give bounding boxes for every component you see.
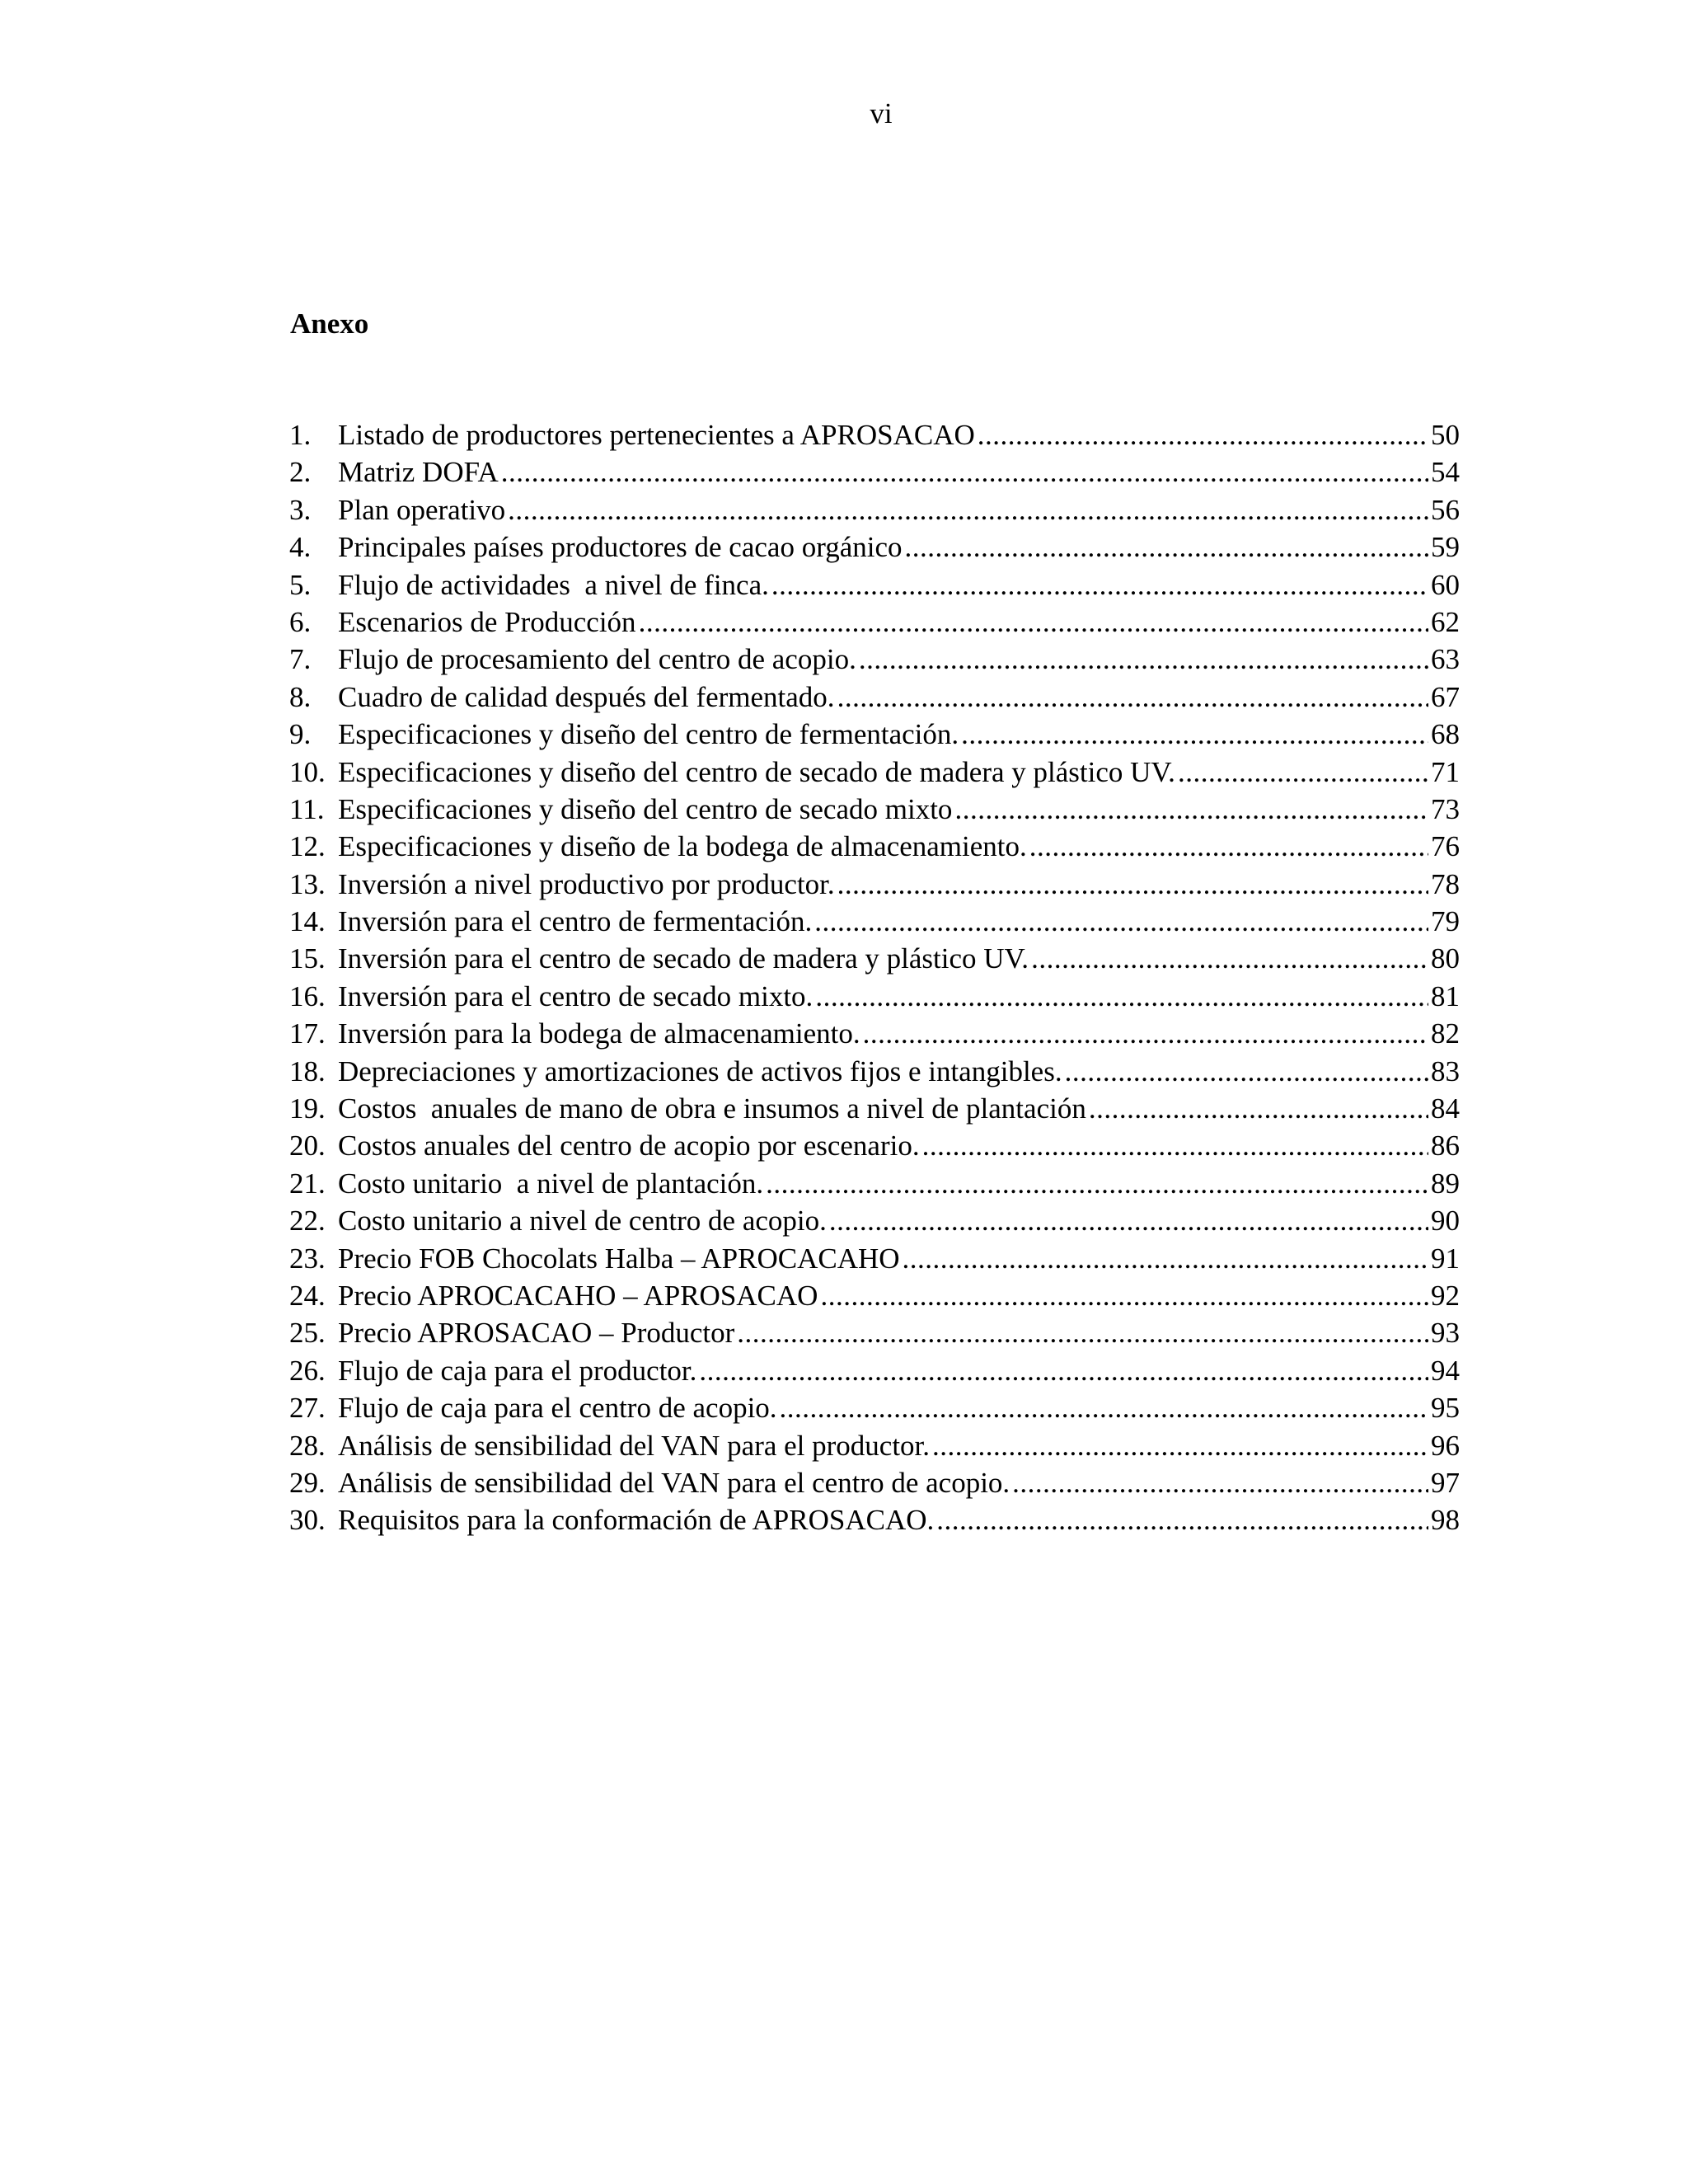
entry-title: Especificaciones y diseño del centro de fermentación.	[338, 718, 959, 751]
entry-title: Precio APROCACAHO – APROSACAO	[338, 1279, 818, 1312]
dot-leader	[829, 1202, 1428, 1239]
dot-leader	[903, 1240, 1428, 1277]
entry-title: Especificaciones y diseño del centro de secado de madera y plástico UV.	[338, 755, 1175, 788]
dot-leader	[814, 903, 1428, 940]
entry-title: Precio APROSACAO – Productor	[338, 1317, 735, 1350]
entry-title: Cuadro de calidad después del fermentado.	[338, 680, 835, 713]
annex-entry	[289, 528, 1460, 566]
dot-leader	[837, 866, 1428, 903]
dot-leader	[1029, 828, 1428, 865]
dot-leader	[905, 528, 1428, 566]
dot-leader	[837, 679, 1428, 716]
annex-entry	[289, 1202, 1460, 1239]
entry-number: 26.	[289, 1354, 326, 1387]
section-heading: Anexo	[290, 308, 369, 340]
entry-page-number: 81	[1431, 979, 1460, 1012]
dot-leader	[815, 978, 1428, 1015]
dot-leader	[1012, 1464, 1428, 1501]
entry-number: 11.	[289, 792, 325, 825]
dot-leader	[737, 1314, 1428, 1351]
annex-entry	[289, 866, 1460, 903]
entry-page-number: 63	[1431, 643, 1460, 676]
entry-title: Flujo de caja para el productor.	[338, 1354, 697, 1387]
annex-entry	[289, 491, 1460, 528]
entry-number: 9.	[289, 718, 312, 751]
dot-leader	[820, 1277, 1428, 1314]
entry-number: 19.	[289, 1092, 326, 1125]
dot-leader	[766, 1165, 1428, 1202]
annex-entry	[289, 1427, 1460, 1464]
annex-entry	[289, 1165, 1460, 1202]
entry-number: 8.	[289, 680, 312, 713]
entry-page-number: 96	[1431, 1429, 1460, 1462]
annex-entry	[289, 1015, 1460, 1052]
entry-page-number: 76	[1431, 830, 1460, 863]
entry-number: 15.	[289, 942, 326, 975]
entry-page-number: 82	[1431, 1017, 1460, 1050]
entry-page-number: 86	[1431, 1130, 1460, 1162]
annex-entry	[289, 978, 1460, 1015]
entry-title: Especificaciones y diseño de la bodega de almacenamiento.	[338, 830, 1027, 863]
annex-entry	[289, 641, 1460, 678]
dot-leader	[863, 1015, 1428, 1052]
entry-page-number: 62	[1431, 605, 1460, 638]
entry-number: 30.	[289, 1504, 326, 1537]
entry-title: Especificaciones y diseño del centro de secado mixto	[338, 792, 953, 825]
entry-title: Flujo de procesamiento del centro de acopio.	[338, 643, 856, 676]
entry-number: 24.	[289, 1279, 326, 1312]
dot-leader	[639, 604, 1428, 641]
entry-page-number: 83	[1431, 1054, 1460, 1087]
entry-title: Costo unitario a nivel de centro de acopio.	[338, 1205, 827, 1238]
entry-title: Costo unitario a nivel de plantación.	[338, 1167, 764, 1200]
dot-leader	[936, 1501, 1428, 1538]
annex-entry	[289, 1389, 1460, 1426]
entry-title: Depreciaciones y amortizaciones de activos fijos e intangibles.	[338, 1054, 1062, 1087]
dot-leader	[501, 453, 1428, 491]
entry-page-number: 79	[1431, 905, 1460, 938]
annex-entry	[289, 940, 1460, 977]
entry-page-number: 92	[1431, 1279, 1460, 1312]
entry-title: Análisis de sensibilidad del VAN para el centro de acopio.	[338, 1466, 1010, 1499]
dot-leader	[771, 566, 1428, 604]
annex-entry	[289, 716, 1460, 753]
entry-number: 6.	[289, 605, 312, 638]
entry-page-number: 78	[1431, 867, 1460, 900]
entry-number: 29.	[289, 1466, 326, 1499]
entry-number: 27.	[289, 1392, 326, 1425]
entry-title: Inversión para el centro de fermentación.	[338, 905, 813, 938]
annex-entry	[289, 791, 1460, 828]
annex-entry	[289, 1314, 1460, 1351]
entry-title: Inversión a nivel productivo por productor.	[338, 867, 835, 900]
entry-number: 3.	[289, 493, 312, 526]
annex-entry	[289, 1501, 1460, 1538]
entry-title: Flujo de caja para el centro de acopio.	[338, 1392, 777, 1425]
entry-page-number: 93	[1431, 1317, 1460, 1350]
entry-number: 25.	[289, 1317, 326, 1350]
entry-page-number: 89	[1431, 1167, 1460, 1200]
annex-entry	[289, 828, 1460, 865]
annex-entry	[289, 416, 1460, 453]
entry-title: Matriz DOFA	[338, 456, 499, 489]
dot-leader	[932, 1427, 1428, 1464]
annex-entry	[289, 1240, 1460, 1277]
entry-number: 20.	[289, 1130, 326, 1162]
annex-entry	[289, 754, 1460, 791]
annex-entry	[289, 1127, 1460, 1164]
entry-page-number: 91	[1431, 1242, 1460, 1275]
entry-page-number: 68	[1431, 718, 1460, 751]
entry-number: 14.	[289, 905, 326, 938]
entry-page-number: 59	[1431, 531, 1460, 564]
entry-page-number: 84	[1431, 1092, 1460, 1125]
entry-page-number: 56	[1431, 493, 1460, 526]
entry-number: 5.	[289, 568, 312, 601]
entry-number: 1.	[289, 419, 312, 451]
page-number: vi	[870, 97, 893, 129]
entry-page-number: 71	[1431, 755, 1460, 788]
entry-title: Análisis de sensibilidad del VAN para el productor.	[338, 1429, 931, 1462]
entry-number: 23.	[289, 1242, 326, 1275]
entry-title: Costos anuales de mano de obra e insumos a nivel de plantación	[338, 1092, 1086, 1125]
dot-leader	[961, 716, 1428, 753]
entry-number: 12.	[289, 830, 326, 863]
dot-leader	[954, 791, 1428, 828]
entry-page-number: 95	[1431, 1392, 1460, 1425]
entry-title: Inversión para el centro de secado de madera y plástico UV.	[338, 942, 1029, 975]
entry-title: Plan operativo	[338, 493, 506, 526]
entry-page-number: 54	[1431, 456, 1460, 489]
dot-leader	[922, 1127, 1428, 1164]
entry-title: Inversión para el centro de secado mixto.	[338, 979, 814, 1012]
entry-number: 21.	[289, 1167, 326, 1200]
annex-entry	[289, 604, 1460, 641]
entry-number: 28.	[289, 1429, 326, 1462]
entry-number: 18.	[289, 1054, 326, 1087]
dot-leader	[1089, 1090, 1428, 1127]
entry-title: Principales países productores de cacao orgánico	[338, 531, 903, 564]
annex-entry	[289, 679, 1460, 716]
annex-entry	[289, 1090, 1460, 1127]
dot-leader	[859, 641, 1428, 678]
entry-number: 2.	[289, 456, 312, 489]
annex-entry	[289, 1464, 1460, 1501]
annex-entry	[289, 566, 1460, 604]
entry-title: Precio FOB Chocolats Halba – APROCACAHO	[338, 1242, 900, 1275]
entry-page-number: 80	[1431, 942, 1460, 975]
entry-page-number: 50	[1431, 419, 1460, 451]
entry-number: 10.	[289, 755, 326, 788]
dot-leader	[1065, 1053, 1428, 1090]
entry-number: 13.	[289, 867, 326, 900]
entry-page-number: 60	[1431, 568, 1460, 601]
dot-leader	[1031, 940, 1428, 977]
entry-page-number: 98	[1431, 1504, 1460, 1537]
entry-number: 16.	[289, 979, 326, 1012]
annex-list	[289, 416, 1460, 1539]
entry-number: 7.	[289, 643, 312, 676]
entry-title: Listado de productores pertenecientes a APROSACAO	[338, 419, 975, 451]
entry-title: Inversión para la bodega de almacenamiento.	[338, 1017, 860, 1050]
dot-leader	[780, 1389, 1428, 1426]
entry-title: Flujo de actividades a nivel de finca.	[338, 568, 769, 601]
annex-entry	[289, 1352, 1460, 1389]
entry-title: Requisitos para la conformación de APROSACAO.	[338, 1504, 935, 1537]
entry-page-number: 94	[1431, 1354, 1460, 1387]
entry-page-number: 73	[1431, 792, 1460, 825]
entry-page-number: 90	[1431, 1205, 1460, 1238]
annex-entry	[289, 1053, 1460, 1090]
entry-number: 4.	[289, 531, 312, 564]
dot-leader	[699, 1352, 1428, 1389]
dot-leader	[508, 491, 1428, 528]
entry-page-number: 97	[1431, 1466, 1460, 1499]
annex-entry	[289, 453, 1460, 491]
entry-title: Costos anuales del centro de acopio por escenario.	[338, 1130, 920, 1162]
annex-entry	[289, 903, 1460, 940]
entry-page-number: 67	[1431, 680, 1460, 713]
entry-number: 17.	[289, 1017, 326, 1050]
annex-entry	[289, 1277, 1460, 1314]
entry-title: Escenarios de Producción	[338, 605, 636, 638]
dot-leader	[1178, 754, 1428, 791]
dot-leader	[978, 416, 1428, 453]
entry-number: 22.	[289, 1205, 326, 1238]
